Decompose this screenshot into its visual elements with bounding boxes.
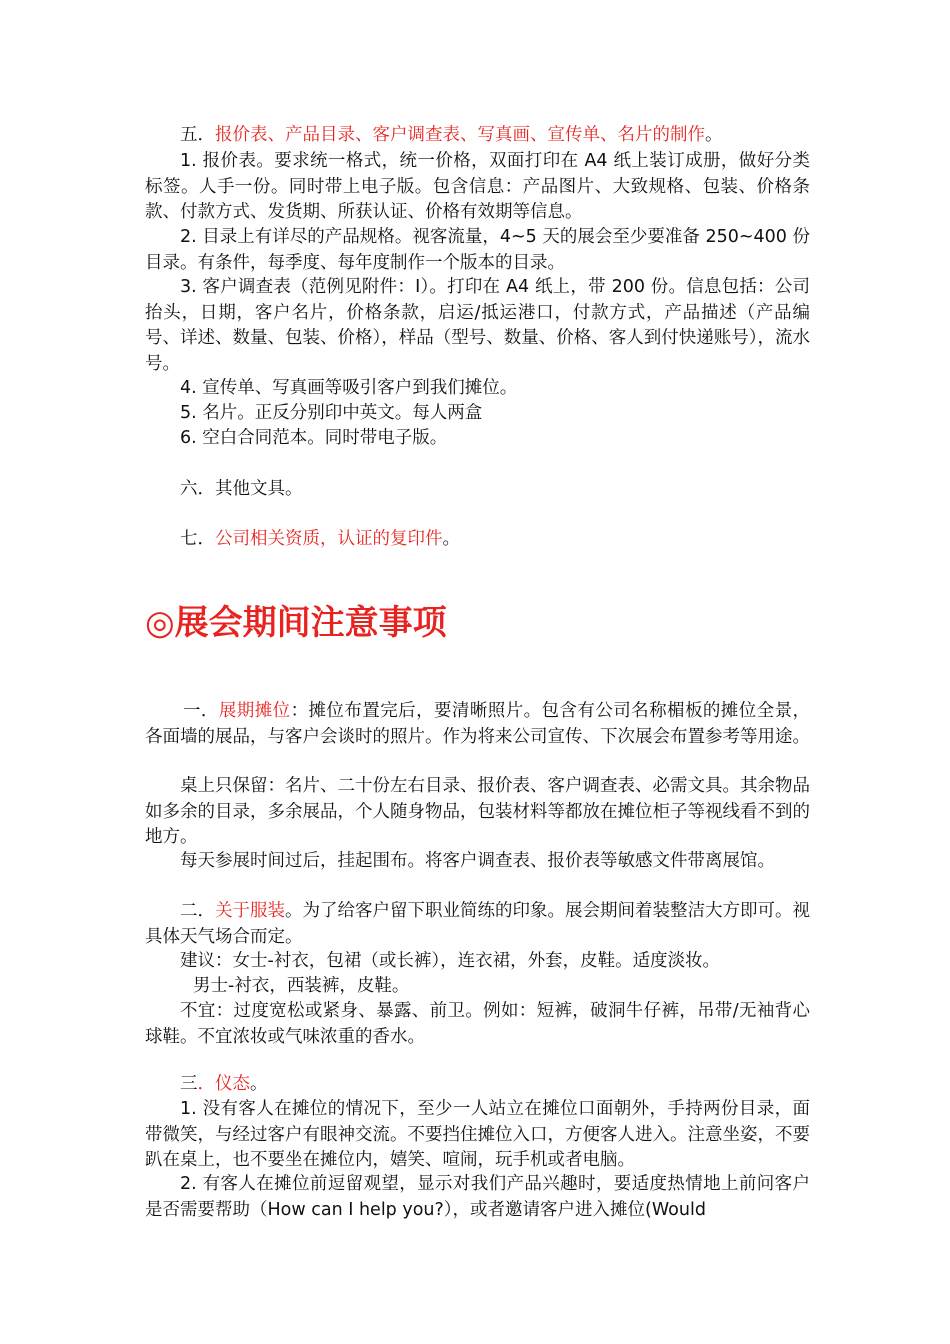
p2-male: 男士-衬衣，西装裤，皮鞋。	[193, 976, 410, 996]
section-number: 一．	[183, 701, 219, 721]
section-7-heading	[145, 527, 810, 553]
p2-paragraph	[145, 899, 810, 950]
p1-paragraph	[145, 699, 810, 750]
s5-item-5: 5. 名片。正反分别印中英文。每人两盒	[180, 403, 483, 423]
section-number: 七．	[180, 529, 215, 549]
paragraph-text: ：摊位布置完后，要清晰照片。包含有公司名称楣板的摊位全景，各面墙的展品，与客户会谈时的照片。作为将来公司宣传、下次展会布置参考等用途。	[145, 701, 811, 747]
s5-item-3: 3. 客户调查表（范例见附件：Ⅰ）。打印在 A4 纸上，带 200 份。信息包括：公司抬头，日期，客户名片，价格条款，启运/抵运港口，付款方式，产品描述（产品编号、详述、数量、包装、价格），样品（型号、数量、价格、客人到付快递账号），流水号。	[145, 277, 810, 374]
s5-item-2: 2. 目录上有详尽的产品规格。视客流量，4~5 天的展会至少要准备 250~400 份目录。有条件，每季度、每年度制作一个版本的目录。	[145, 227, 810, 273]
punct: 。	[442, 529, 460, 549]
p3-item-1: 1. 没有客人在摊位的情况下，至少一人站立在摊位口面朝外，手持两份目录，面带微笑，与经过客户有眼神交流。不要挡住摊位入口，方便客人进入。注意坐姿，不要趴在桌上，也不要坐在摊位内，嬉笑、喧闹，玩手机或者电脑。	[145, 1099, 810, 1170]
section-5-heading	[145, 123, 810, 149]
punct: 。	[705, 125, 723, 145]
section-title: 公司相关资质，认证的复印件	[215, 529, 443, 549]
s5-item-4: 4. 宣传单、写真画等吸引客户到我们摊位。	[180, 378, 518, 398]
section-title: 关于服装	[215, 901, 285, 921]
s5-item-1: 1. 报价表。要求统一格式，统一价格，双面打印在 A4 纸上装订成册，做好分类标签。人手一份。同时带上电子版。包含信息：产品图片、大致规格、包装、价格条款、付款方式、发货期、所获认证、价格有效期等信息。	[145, 151, 810, 222]
punct: 。	[250, 1074, 268, 1094]
p1-para-2: 桌上只保留：名片、二十份左右目录、报价表、客户调查表、必需文具。其余物品如多余的目录，多余展品，个人随身物品，包装材料等都放在摊位柜子等视线看不到的地方。	[145, 776, 810, 847]
p1-para-3: 每天参展时间过后，挂起围布。将客户调查表、报价表等敏感文件带离展馆。	[180, 851, 775, 871]
main-heading: ◎展会期间注意事项	[145, 603, 447, 643]
section-title: ．仪态	[197, 1074, 250, 1094]
p2-avoid: 不宜：过度宽松或紧身、暴露、前卫。例如：短裤，破洞牛仔裤，吊带/无袖背心球鞋。不宜浓妆或气味浓重的香水。	[145, 1001, 810, 1047]
section-number: 二．	[180, 901, 215, 921]
p3-heading	[145, 1072, 810, 1098]
p2-suggest: 建议：女士-衬衣，包裙（或长裤），连衣裙，外套，皮鞋。适度淡妆。	[180, 951, 721, 971]
section-6-heading: 六．其他文具。	[180, 479, 303, 499]
section-number: 三	[180, 1074, 198, 1094]
p3-item-2: 2. 有客人在摊位前逗留观望，显示对我们产品兴趣时，要适度热情地上前问客户是否需要帮助（How can I help you?），或者邀请客户进入摊位(Would	[145, 1174, 810, 1220]
section-title: 展期摊位	[218, 701, 291, 721]
s5-item-6: 6. 空白合同范本。同时带电子版。	[180, 428, 448, 448]
section-number: 五．	[180, 125, 215, 145]
paragraph-text: 。为了给客户留下职业简练的印象。展会期间着装整洁大方即可。视具体天气场合而定。	[145, 901, 810, 947]
section-title: 报价表、产品目录、客户调查表、写真画、宣传单、名片的制作	[215, 125, 705, 145]
